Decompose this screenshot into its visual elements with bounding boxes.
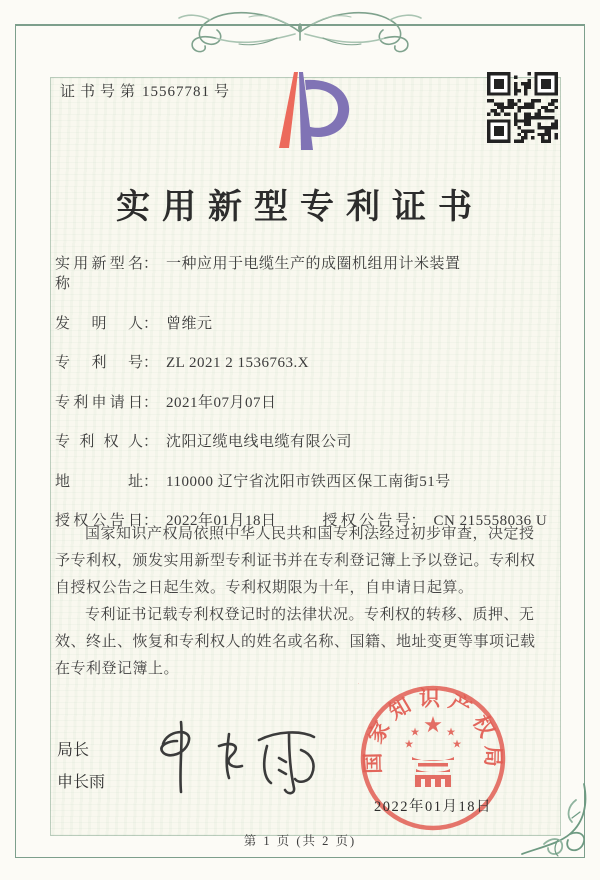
seal-date: 2022年01月18日 <box>374 799 492 815</box>
field-row-patent-no: 专利号 ： ZL 2021 2 1536763.X <box>55 355 310 371</box>
certificate-number-prefix: 证书号第 <box>60 84 141 100</box>
field-value: ZL 2021 2 1536763.X <box>166 355 310 371</box>
field-label: 专利申请日 <box>55 394 143 411</box>
field-value: 沈阳辽缆电线电缆有限公司 <box>166 434 353 450</box>
field-value: 110000 辽宁省沈阳市铁西区保工南街51号 <box>166 473 451 490</box>
legal-paragraph-1: 国家知识产权局依照中华人民共和国专利法经过初步审查，决定授予专利权，颁发实用新型专利证书并在专利登记簿上予以登记。专利权自授权公告之日起生效。专利权期限为十年，自申请日起算。 <box>55 526 536 596</box>
certificate-number-suffix: 号 <box>214 84 230 100</box>
cnipa-logo-icon <box>243 64 371 168</box>
page-number: 第 1 页 (共 2 页) <box>243 834 357 848</box>
field-label: 授权公告日 <box>55 513 143 529</box>
grant-no-value: CN 215558036 U <box>433 513 548 529</box>
director-title: 局长 <box>57 742 90 759</box>
svg-text:国家知识产权局 <box>361 687 506 774</box>
corner-flourish-ornament-icon <box>514 778 594 862</box>
field-label: 地址 <box>55 473 143 490</box>
director-signature-icon <box>143 716 331 804</box>
certificate-number <box>60 80 229 101</box>
field-label: 专利号 <box>55 355 143 371</box>
field-label: 实用新型名称 <box>55 256 143 292</box>
field-row-address: 地址 ： 110000 辽宁省沈阳市铁西区保工南街51号 <box>55 473 451 490</box>
field-row-filing-date: 专利申请日 ： 2021年07月07日 <box>55 394 277 411</box>
field-row-grant: 授权公告日 ： 2022年01月18日 授权公告号 ： CN 215558036 U <box>55 513 548 529</box>
certificate-number-value: 15567781 <box>142 84 211 100</box>
legal-text <box>55 521 548 683</box>
legal-paragraph-2: 专利证书记载专利权登记时的法律状况。专利权的转移、质押、无效、终止、恢复和专利权人的姓名或名称、国籍、地址变更等事项记载在专利登记簿上。 <box>55 607 536 677</box>
top-flourish-ornament-icon <box>145 2 455 60</box>
director-block <box>57 737 105 792</box>
field-label: 授权公告号 <box>322 513 411 529</box>
field-value: 一种应用于电缆生产的成圈机组用计米装置 <box>166 256 461 272</box>
page-title: 实用新型专利证书 <box>116 189 484 226</box>
field-label: 发明人 <box>55 315 143 332</box>
field-row-patentee: 专利权人 ： 沈阳辽缆电线电缆有限公司 <box>55 434 353 450</box>
field-label: 专利权人 <box>55 434 143 450</box>
field-value: 2021年07月07日 <box>166 394 277 411</box>
field-value: 曾维元 <box>166 315 213 332</box>
director-name: 申长雨 <box>57 774 106 791</box>
qr-code-icon <box>487 72 558 143</box>
seal-text: 国家知识产权局 <box>360 686 506 774</box>
field-row-inventor: 发明人 ： 曾维元 <box>55 315 213 332</box>
grant-date-value: 2022年01月18日 <box>166 513 277 529</box>
field-row-name: 实用新型名称 ： 一种应用于电缆生产的成圈机组用计米装置 <box>55 256 461 292</box>
field-list <box>55 254 549 531</box>
